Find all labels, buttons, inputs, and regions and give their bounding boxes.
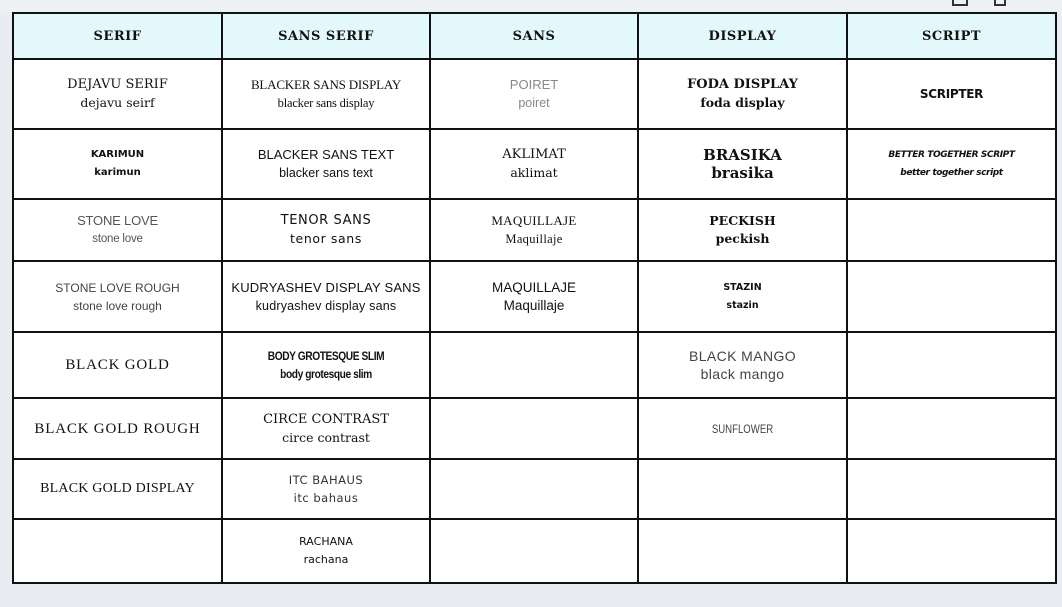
font-name-upper: CIRCE CONTRAST bbox=[263, 411, 389, 427]
font-name-lower: stone love rough bbox=[73, 298, 162, 313]
font-name-lower: peckish bbox=[715, 231, 770, 246]
table-cell bbox=[13, 129, 222, 199]
font-name-upper: RACHANA bbox=[299, 535, 353, 548]
table-row bbox=[13, 129, 1056, 199]
font-name-lower: brasika bbox=[711, 164, 774, 182]
font-name-upper: BRASIKA bbox=[703, 146, 782, 164]
table-cell-empty bbox=[847, 332, 1056, 398]
table-cell bbox=[430, 261, 638, 332]
table-cell-empty bbox=[430, 519, 638, 583]
table-cell bbox=[13, 398, 222, 459]
table-cell bbox=[430, 59, 638, 129]
top-bar bbox=[0, 0, 1062, 12]
font-name-lower: foda display bbox=[700, 95, 785, 110]
font-name-lower: Maquillaje bbox=[505, 232, 563, 246]
font-name-upper: FODA DISPLAY bbox=[687, 77, 798, 92]
font-name-upper: PECKISH bbox=[709, 213, 776, 228]
font-name-upper: KUDRYASHEV DISPLAY SANS bbox=[231, 279, 421, 295]
font-name-upper: BLACK GOLD DISPLAY bbox=[40, 481, 195, 496]
table-cell bbox=[222, 261, 430, 332]
font-name-lower: poiret bbox=[518, 96, 550, 110]
font-name-upper: SUNFLOWER bbox=[711, 421, 774, 436]
table-cell bbox=[847, 129, 1056, 199]
table-cell bbox=[638, 332, 847, 398]
font-name-lower: blacker sans text bbox=[279, 166, 373, 180]
table-cell-empty bbox=[847, 459, 1056, 519]
font-name-lower: itc bahaus bbox=[293, 491, 359, 505]
font-name-upper: BETTER TOGETHER SCRIPT bbox=[888, 150, 1015, 160]
header-row bbox=[13, 13, 1056, 59]
font-name-lower: tenor sans bbox=[290, 231, 362, 246]
table-cell-empty bbox=[847, 261, 1056, 332]
corner-tab-icon bbox=[952, 0, 968, 6]
table-cell bbox=[13, 199, 222, 261]
table-cell bbox=[430, 199, 638, 261]
header-sans: SANS bbox=[430, 13, 638, 59]
table-cell bbox=[13, 332, 222, 398]
header-sans-serif: SANS SERIF bbox=[222, 13, 430, 59]
table-cell bbox=[638, 261, 847, 332]
font-name-upper: STONE LOVE ROUGH bbox=[55, 280, 180, 295]
table-cell bbox=[222, 459, 430, 519]
table-cell bbox=[222, 519, 430, 583]
font-name-upper: TENOR SANS bbox=[280, 213, 372, 228]
table-cell bbox=[222, 59, 430, 129]
table-cell bbox=[638, 199, 847, 261]
font-name-upper: BLACK GOLD ROUGH bbox=[34, 420, 201, 437]
table-row bbox=[13, 398, 1056, 459]
table-cell bbox=[13, 59, 222, 129]
table-cell-empty bbox=[430, 398, 638, 459]
header-display: DISPLAY bbox=[638, 13, 847, 59]
font-name-upper: BLACKER SANS TEXT bbox=[257, 147, 395, 162]
font-name-lower: aklimat bbox=[510, 165, 558, 180]
font-name-upper: BLACKER SANS DISPLAY bbox=[250, 77, 402, 92]
font-name-upper: POIRET bbox=[509, 77, 559, 92]
header-serif: SERIF bbox=[13, 13, 222, 59]
table-cell bbox=[222, 129, 430, 199]
table-cell-empty bbox=[847, 199, 1056, 261]
font-name-lower: rachana bbox=[303, 553, 349, 566]
font-name-lower: stone love bbox=[92, 233, 143, 245]
table-cell bbox=[430, 129, 638, 199]
table-cell bbox=[222, 332, 430, 398]
font-name-upper: MAQUILLAJE bbox=[491, 213, 577, 228]
table-cell bbox=[222, 398, 430, 459]
font-name-lower: karimun bbox=[94, 167, 141, 178]
table-row bbox=[13, 199, 1056, 261]
corner-tab-icon bbox=[994, 0, 1006, 6]
font-name-lower: black mango bbox=[700, 366, 785, 382]
font-name-lower: dejavu seirf bbox=[80, 95, 155, 110]
table-cell-empty bbox=[430, 459, 638, 519]
table-cell-empty bbox=[430, 332, 638, 398]
font-name-upper: BLACK GOLD bbox=[65, 357, 170, 373]
font-name-upper: BLACK MANGO bbox=[688, 348, 797, 364]
font-name-upper: STONE LOVE bbox=[77, 213, 158, 228]
table-row bbox=[13, 332, 1056, 398]
table-cell bbox=[638, 59, 847, 129]
font-name-lower: better together script bbox=[900, 168, 1003, 178]
table-cell bbox=[222, 199, 430, 261]
table-row bbox=[13, 459, 1056, 519]
font-name-upper: MAQUILLAJE bbox=[491, 279, 577, 295]
table-cell bbox=[638, 129, 847, 199]
header-script: SCRIPT bbox=[847, 13, 1056, 59]
font-name-upper: DEJAVU SERIF bbox=[67, 77, 168, 92]
font-name-lower: blacker sans display bbox=[277, 96, 375, 110]
table-cell bbox=[13, 261, 222, 332]
table-cell-empty bbox=[847, 398, 1056, 459]
table-row bbox=[13, 519, 1056, 583]
font-name-lower: circe contrast bbox=[282, 429, 370, 445]
font-name-upper: KARIMUN bbox=[90, 149, 145, 160]
font-name-lower: stazin bbox=[726, 299, 759, 311]
font-name-upper: SCRIPTER bbox=[919, 87, 984, 101]
table-row bbox=[13, 59, 1056, 129]
table-cell bbox=[638, 398, 847, 459]
font-name-upper: STAZIN bbox=[723, 281, 762, 293]
table-cell-empty bbox=[13, 519, 222, 583]
table-cell bbox=[847, 59, 1056, 129]
font-name-upper: ITC BAHAUS bbox=[288, 473, 364, 487]
table-cell bbox=[13, 459, 222, 519]
font-name-upper: AKLIMAT bbox=[502, 147, 566, 162]
table-row bbox=[13, 261, 1056, 332]
font-name-upper: BODY GROTESQUE SLIM bbox=[267, 349, 385, 363]
table-cell-empty bbox=[847, 519, 1056, 583]
font-name-lower: Maquillaje bbox=[503, 297, 565, 313]
font-name-lower: body grotesque slim bbox=[280, 367, 372, 381]
table-cell-empty bbox=[638, 519, 847, 583]
font-name-lower: kudryashev display sans bbox=[255, 298, 397, 313]
font-category-table bbox=[12, 12, 1057, 584]
table-cell-empty bbox=[638, 459, 847, 519]
